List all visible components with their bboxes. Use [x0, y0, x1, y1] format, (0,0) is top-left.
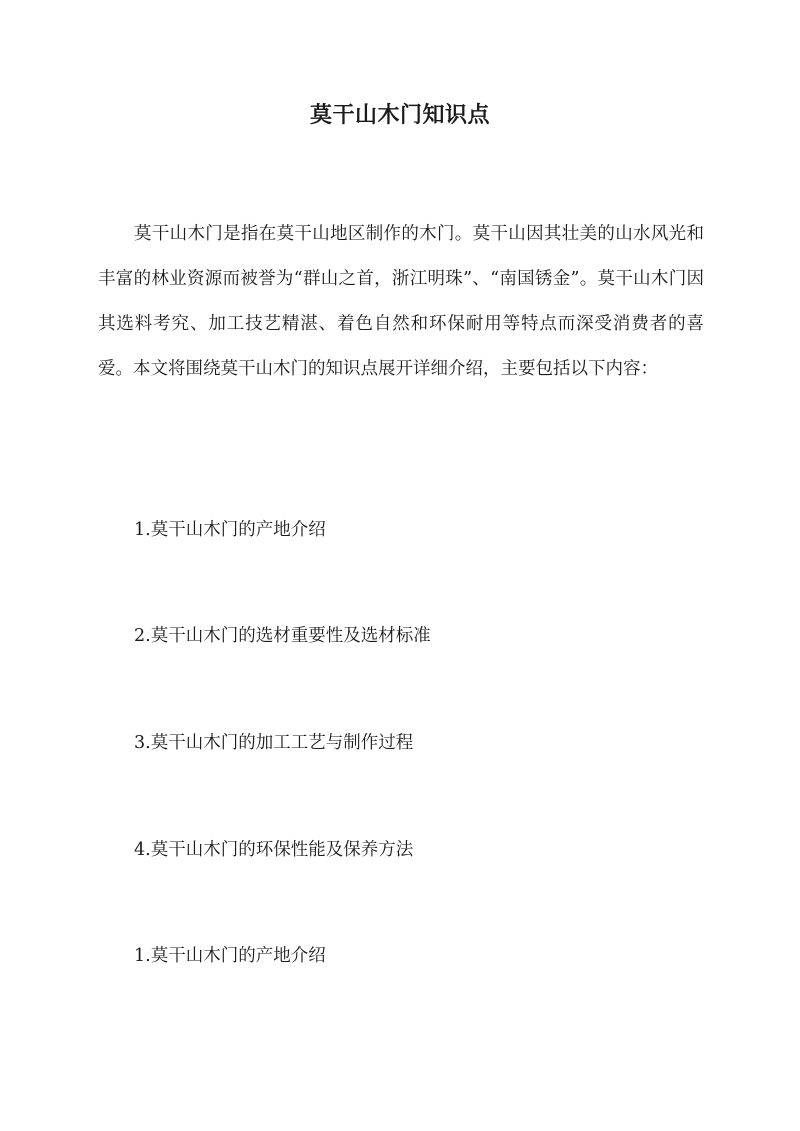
outline-item-1: 1.莫干山木门的产地介绍 — [134, 520, 326, 540]
outline-item-4: 4.莫干山木门的环保性能及保养方法 — [134, 840, 414, 860]
outline-item-2: 2.莫干山木门的选材重要性及选材标准 — [134, 626, 431, 646]
page-title: 莫干山木门知识点 — [309, 102, 490, 128]
section-heading: 1.莫干山木门的产地介绍 — [134, 946, 326, 966]
intro-paragraph: 莫干山木门是指在莫干山地区制作的木门。莫干山因其壮美的山水风光和丰富的林业资源而被誉为“群山之首，浙江明珠”、“南国锈金”。莫干山木门因其选料考究、加工技艺精湛、着色自然和环保耐用等特点而深受消费者的喜爱。本文将围绕莫干山木门的知识点展开详细介绍，主要包括以下内容： — [98, 224, 704, 379]
outline-item-3: 3.莫干山木门的加工工艺与制作过程 — [134, 733, 414, 753]
